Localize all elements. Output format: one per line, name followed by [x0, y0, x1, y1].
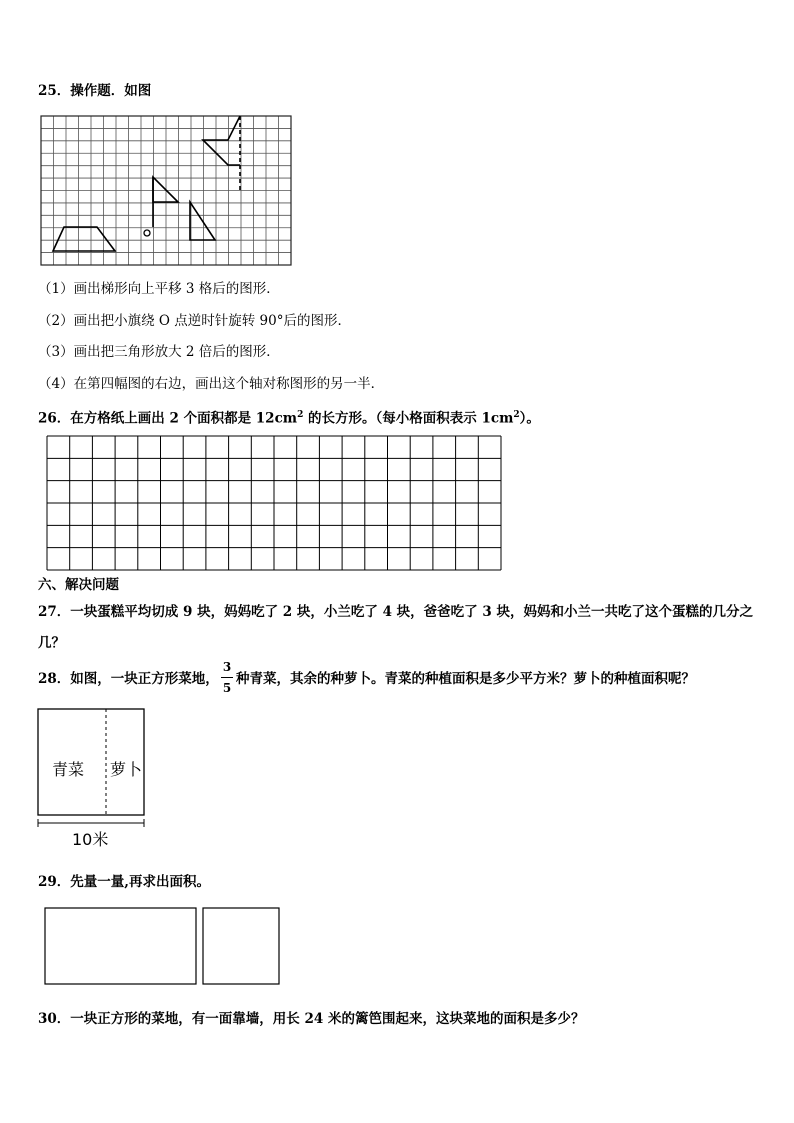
q26-question: 26．在方格纸上画出 2 个面积都是 $12cm^2$ 的长方形。（每小格面积表示 $1cm^2$）。	[38, 410, 540, 427]
section-6-title: 六、解决问题	[38, 577, 119, 593]
q25-item-1: （1）画出梯形向上平移 3 格后的图形．	[38, 281, 280, 297]
q25-item-2: （2）画出把小旗绕 O 点逆时针旋转 90°后的图形．	[38, 313, 351, 329]
q28-fraction-numerator: 3	[222, 660, 232, 674]
q28-label-qingcai: 青菜	[52, 760, 85, 779]
q28-text-before: 28．如图，一块正方形菜地，	[38, 671, 219, 687]
q28-dimension-label: 10米	[72, 830, 109, 849]
q29-rectangle-2	[203, 908, 279, 984]
q25-item-3: （3）画出把三角形放大 2 倍后的图形．	[38, 344, 280, 360]
q25-title: 25．操作题．如图	[38, 83, 152, 99]
q25-item-4: （4）在第四幅图的右边，画出这个轴对称图形的另一半．	[38, 376, 385, 392]
q28-text-after: 种青菜，其余的种萝卜。青菜的种植面积是多少平方米？萝卜的种植面积呢？	[236, 671, 695, 687]
q28-fraction-denominator: 5	[222, 681, 232, 695]
q27-line-2: 几？	[38, 635, 65, 651]
q30-text: 30．一块正方形的菜地，有一面靠墙，用长 24 米的篱笆围起来，这块菜地的面积是多少？	[38, 1011, 585, 1027]
q29-text: 29．先量一量,再求出面积。	[38, 874, 210, 890]
q27-line-1: 27．一块蛋糕平均切成 9 块，妈妈吃了 2 块，小兰吃了 4 块，爸爸吃了 3 块，妈妈和小兰一共吃了这个蛋糕的几分之	[38, 604, 753, 620]
q29-rectangle-1	[45, 908, 196, 984]
q28-label-luobo: 萝卜	[110, 760, 143, 779]
